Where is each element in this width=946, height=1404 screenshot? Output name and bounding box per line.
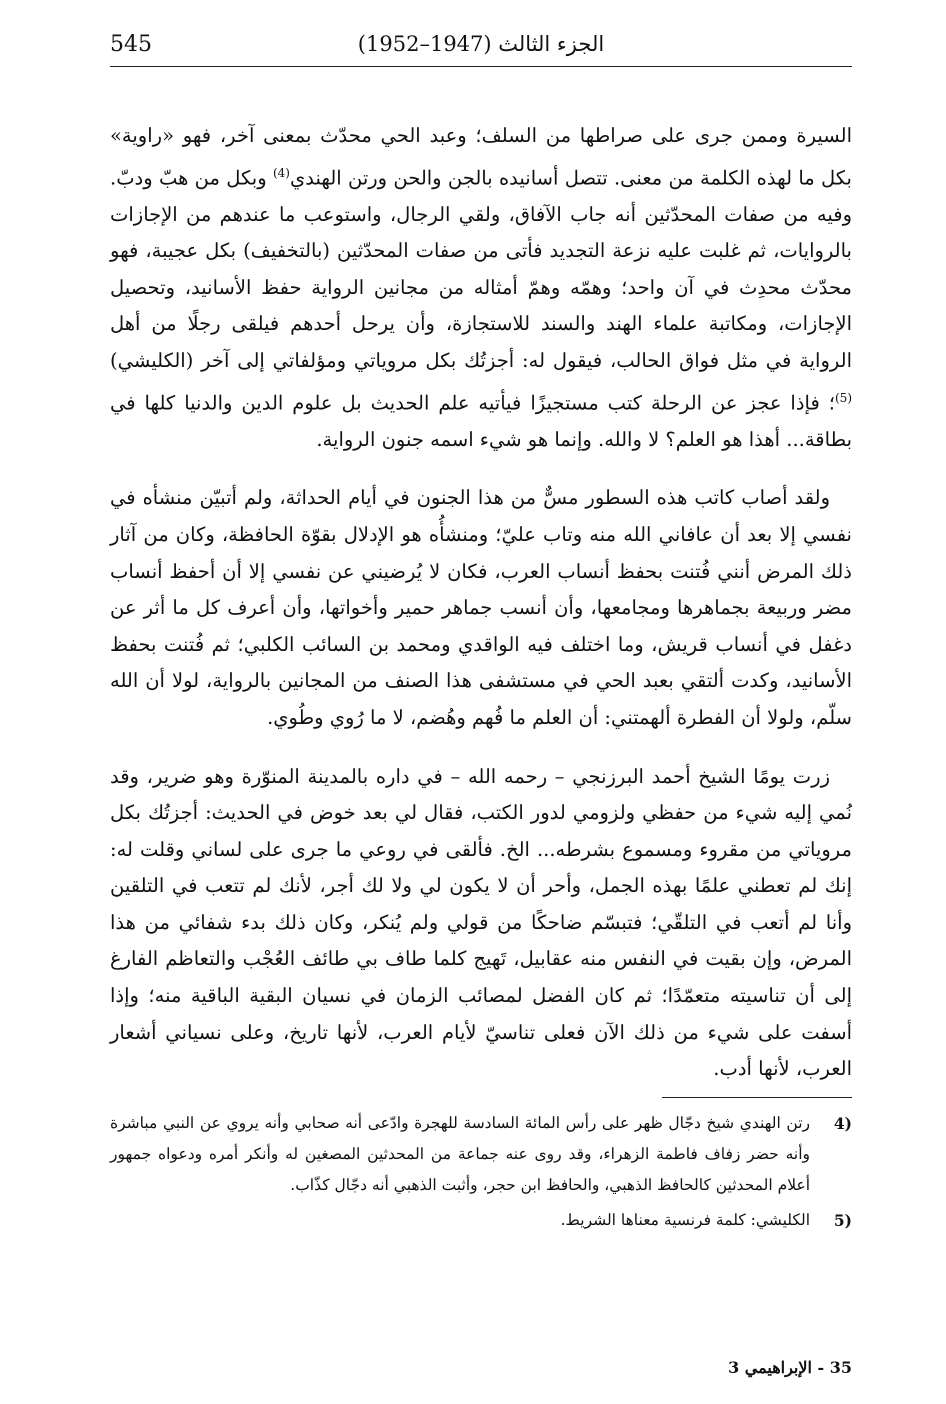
- footnote-number: 4): [833, 1114, 852, 1133]
- footnote-text: رتن الهندي شيخ دجّال ظهر على رأس المائة السادسة للهجرة وادّعى أنه صحابي وأنه يروي عن النبي مباشرة وأنه حضر زفاف فاطمة الزهراء، وقد روى عنه جماعة من المحدثين المصغين له وأنكر أمره ودعواه جمهور أعلام المحدثين كالحافظ الذهبي، والحافظ ابن حجر، وأثبت الذهبي أنه دجّال كذّاب.: [110, 1114, 810, 1194]
- paragraph-1: [110, 118, 852, 458]
- footnote-text: الكليشي: كلمة فرنسية معناها الشريط.: [560, 1211, 810, 1229]
- paragraph-3: زرت يومًا الشيخ أحمد البرزنجي – رحمه الله – في داره بالمدينة المنوّرة وهو ضرير، وقد نُمي إليه شيء من حفظي ولزومي لدور الكتب، فقال لي بعد خوض في الحديث: أجزتُك بكل مروياتي من مقروء ومسموع بشرطه... الخ. فألقى في روعي ما جرى على لساني وقلت له: إنك لم تعطني علمًا بهذه الجمل، وأحر أن لا يكون لي ولا لك أجر، لأنك لم تتعب في التلقين وأنا لم أتعب في التلقّي؛ فتبسّم ضاحكًا من قولي ولم يُنكر، وكان ذلك بدء شفائي من هذا المرض، وإن بقيت في النفس منه عقابيل، تَهيج كلما طاف بي طائف العُجْب والتعاظم الفارغ إلى أن تناسيته متعمّدًا؛ ثم كان الفضل لمصائب الزمان في نسيان البقية الباقية منه؛ وإذا أسفت على شيء من ذلك الآن فعلى تناسيّ لأيام العرب، لأنها تاريخ، وعلى نسياني أشعار العرب، لأنها أدب.: [110, 764, 852, 1081]
- running-title: الجزء الثالث (1947–1952): [357, 32, 605, 56]
- printer-signature: 35 - الإبراهيمي 3: [728, 1358, 852, 1377]
- footnote-separator: [662, 1097, 852, 1098]
- paragraph-1-part-b: وبكل من هبّ ودبّ. وفيه من صفات المحدّثين أنه جاب الآفاق، ولقي الرجال، واستوعب ما عندهم من الإجازات بالروايات، ثم غلبت عليه نزعة التجديد فأتى من صفات المحدّثين (بالتخفيف) بكل عجيبة، فهو محدّث محدِث في آن واحد؛ وهمّه وهمّ أمثاله من مجانين الرواية حفظ الأسانيد، وتحصيل الإجازات، ومكاتبة علماء الهند والسند للاستجازة، وأن يرحل أحدهم فيلقى رجلًا من أهل الرواية في مثل فواق الحالب، فيقول له: أجزتُك بكل مروياتي ومؤلفاتي إلى آخر (الكليشي): [110, 166, 852, 373]
- footnote-4: [110, 1108, 852, 1201]
- page-number: 545: [110, 32, 152, 57]
- footnote-5: [110, 1205, 852, 1236]
- footnote-ref-5: (5): [834, 390, 852, 405]
- paragraph-2: ولقد أصاب كاتب هذه السطور مسٌّ من هذا الجنون في أيام الحداثة، ولم أتبيّن منشأه في نفسي إلا بعد أن عافاني الله منه وتاب عليّ؛ ومنشأُه هو الإدلال بقوّة الحافظة، وكان من آثار ذلك المرض أنني فُتنت بحفظ أنساب العرب، فكان لا يُرضيني عن نفسي إلا أن أحفظ أنساب مضر وربيعة بجماهرها ومجامعها، وأن أنسب جماهر حمير وأخواتها، وأن أعرف كل ما أثر عن دغفل في أنساب قريش، وما اختلف فيه الواقدي ومحمد بن السائب الكلبي؛ ثم فُتنت بحفظ الأسانيد، وكدت ألتقي بعبد الحي في مستشفى هذا الصنف من المجانين بالرواية، لولا أن الله سلّم، ولولا أن الفطرة ألهمتني: أن العلم ما فُهم وهُضم، لا ما رُوي وطُوي.: [110, 486, 852, 729]
- paragraph-1-part-a: السيرة وممن جرى على صراطها من السلف؛ وعبد الحي محدّث بمعنى آخر، فهو «راوية» بكل ما لهذه الكلمة من معنى. تتصل أسانيده بالجن والحن ورتن الهندي: [110, 124, 852, 190]
- footnotes: [110, 1108, 852, 1240]
- main-text: [110, 118, 852, 1110]
- footnote-number: 5): [833, 1211, 852, 1230]
- footnote-ref-4: (4): [272, 165, 290, 180]
- paragraph-1-part-c: ؛ فإذا عجز عن الرحلة كتب مستجيزًا فيأتيه علم الحديث بل علوم الدين والدنيا كلها في بطاقة... أهذا هو العلم؟ لا والله. وإنما هو شيء اسمه جنون الرواية.: [110, 391, 852, 451]
- running-header: [110, 30, 852, 67]
